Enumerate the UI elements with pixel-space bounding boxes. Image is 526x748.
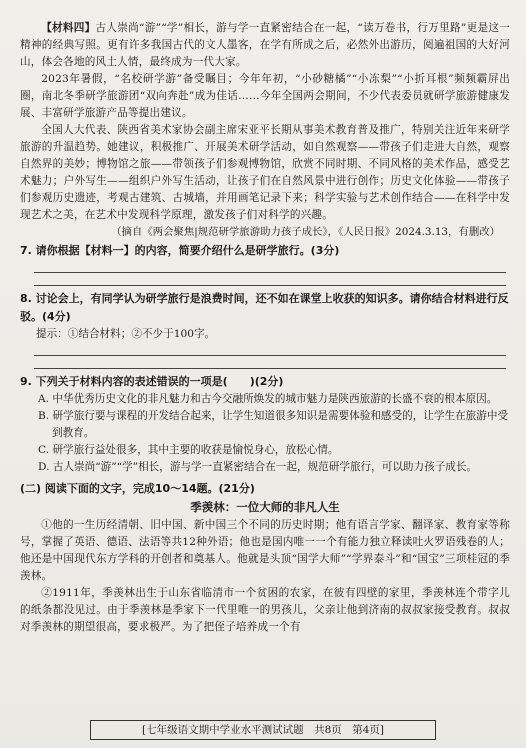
answer-line bbox=[34, 355, 506, 356]
article-paragraph-1: ①他的一生历经清朝、旧中国、新中国三个不同的历史时期；他有语言学家、翻译家、教育家等称号，掌握了英语、德语、法语等共12种外语；他也是国内唯一一个有能力独立释读吐火罗语残卷的人；他还是中国现代东方学科的开创者和奠基人。他就是头顶“国学大师”“学界泰斗”和“国宝”三项桂冠的季羡林。 bbox=[20, 519, 510, 582]
question-8: 8. 讨论会上，有同学认为研学旅行是浪费时间，还不如在课堂上收获的知识多。请你结合材料进行反驳。(4分) bbox=[20, 292, 509, 323]
article-paragraph-2: ②1911年，季羡林出生于山东省临清市一个贫困的农家，在彼有四壁的家里，季羡林连个带字儿的纸条都没见过。由于季羡林是季家下一代里唯一的男孩儿，父亲让他到济南的叔叔家接受教育。叔叔对季羡林的期望很高，要求极严。为了把侄子培养成一个有 bbox=[20, 587, 510, 633]
article-title: 季羡林：一位大师的非凡人生 bbox=[190, 500, 340, 514]
section-heading: (二) 阅读下面的文字，完成10～14题。(21分) bbox=[20, 482, 255, 495]
answer-line bbox=[34, 272, 506, 273]
material4-paragraph-2: 2023年暑假，“名校研学游”备受瞩目；今年年初，“小砂糖橘”“小冻梨”“小折耳根”频频霸屏出圈，南北冬季研学旅游团“双向奔赴”成为佳话……今年全国两会期间，不少代表委员就研学旅游健康发展、丰富研学旅游产品等提出建议。 bbox=[20, 73, 510, 119]
page-footer: [七年级语文期中学业水平测试试题 共8页 第4页] bbox=[90, 720, 436, 740]
material4-text-1: 古人崇尚“游”“学”相长，游与学一直紧密结合在一起，“读万卷书，行万里路”更是这一精神的经典写照。更有许多我国古代的文人墨客，在学有所成之后，必然外出游历，阅遍祖国的大好河山，体会各地的风土人情，最终成为一代大家。 bbox=[20, 22, 510, 68]
material4-paragraph-3: 全国人大代表、陕西省美术家协会副主席宋亚平长期从事美术教育普及推广，特别关注近年来研学旅游的升温趋势。她建议，积极推广、开展美术研学活动，如自然观察——带孩子们走进大自然，观察自然界的美妙；博物馆之旅——带领孩子们参观博物馆，欣赏不同时期、不同风格的美术作品，感受艺术魅力；户外写生——组织户外写生活动，让孩子们在自然风景中进行创作；历史文化体验——带孩子们参观历史遗迹，考观古建筑、古城墙，并用画笔记录下来；科学实验与艺术创作结合——在科学中发现艺术之美，在艺术中发现科学原理，激发孩子们对科学的兴趣。 bbox=[20, 124, 510, 221]
material4-tag: 【材料四】 bbox=[41, 22, 96, 34]
option-a: A. 中华优秀历史文化的非凡魅力和古今交融所焕发的城市魅力是陕西旅游的长盛不衰的根本原因。 bbox=[38, 393, 498, 405]
material4-source: （摘自《两会聚焦|规范研学旅游助力孩子成长》，《人民日报》2024.3.13，有删改） bbox=[111, 226, 500, 238]
material4-paragraph-1 bbox=[20, 20, 510, 71]
option-c: C. 研学旅行益处很多，其中主要的收获是愉悦身心，放松心情。 bbox=[38, 444, 339, 456]
question-8-hint: 提示：①结合材料；②不少于100字。 bbox=[36, 328, 216, 340]
question-9: 9. 下列关于材料内容的表述错误的一项是( )(2分) bbox=[20, 375, 284, 388]
option-d: D. 古人崇尚“游”“学”相长，游与学一直紧密结合在一起，规范研学旅行，可以助力孩子成长。 bbox=[38, 461, 478, 473]
question-7: 7. 请你根据【材料一】的内容，简要介绍什么是研学旅行。(3分) bbox=[20, 244, 340, 257]
option-b: B. 研学旅行要与课程的开发结合起来，让学生知道很多知识是需要体验和感受的，让学生在旅游中受到教育。 bbox=[38, 410, 509, 439]
